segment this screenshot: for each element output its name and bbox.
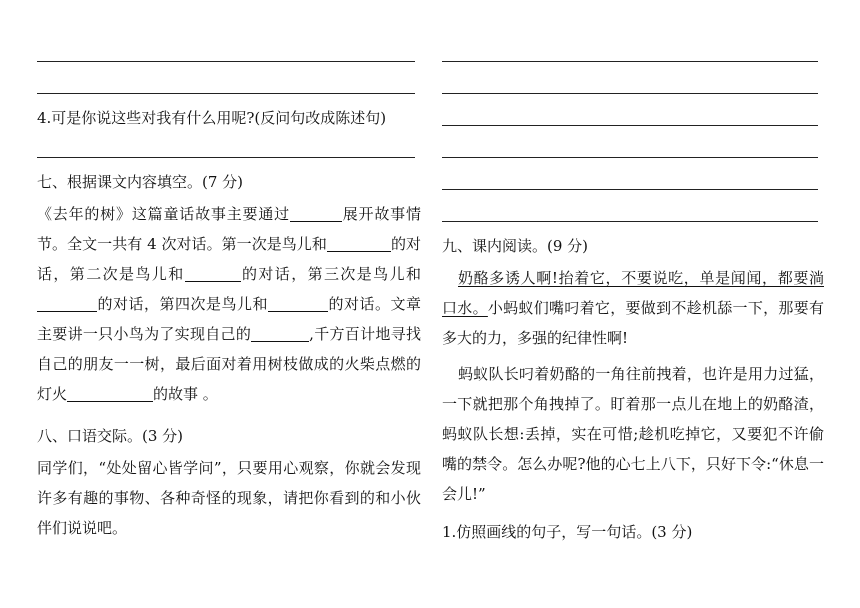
- answer-line[interactable]: [442, 125, 818, 126]
- section-7-title: 七、根据课文内容填空。(7 分): [37, 173, 244, 191]
- answer-line[interactable]: [442, 157, 818, 158]
- section-8-text: 同学们，“处处留心皆学问”，只要用心观察，你就会发现许多有趣的事物、各种奇怪的现象，请把你看到的和小伙伴们说说吧。: [37, 459, 421, 537]
- reading-paragraph-2: 蚂蚁队长叼着奶酪的一角往前拽着，也许是用力过猛，一下就把那个角拽掉了。盯着那一点儿在地上的奶酪渣，蚂蚁队长想:丢掉，实在可惜;趁机吃掉它，又要犯不许偷嘴的禁令。怎么办呢?他的心七上八下，只好下令:“休息一会儿!”: [442, 365, 824, 503]
- underlined-sentence: 奶酪多诱人啊!抬着它，不要说吃，单是闻闻，都要淌口水。: [442, 269, 824, 317]
- answer-line[interactable]: [37, 93, 415, 94]
- section-9-title: 九、课内阅读。(9 分): [442, 237, 589, 255]
- section-8-title: 八、口语交际。(3 分): [37, 427, 184, 445]
- answer-line[interactable]: [37, 61, 415, 62]
- reading-paragraph-1: 奶酪多诱人啊!抬着它，不要说吃，单是闻闻，都要淌口水。小蚂蚁们嘴叼着它，要做到不趁机舔一下，那要有多大的力，多强的纪律性啊!: [442, 269, 824, 347]
- answer-line[interactable]: [442, 189, 818, 190]
- answer-line[interactable]: [442, 221, 818, 222]
- answer-line[interactable]: [442, 61, 818, 62]
- blank-1[interactable]: [290, 204, 342, 222]
- question-1: 1.仿照画线的句子，写一句话。(3 分): [442, 523, 693, 541]
- section-7-text: 《去年的树》这篇童话故事主要通过 展开故事情节。全文一共有 4 次对话。第一次是鸟儿和 的对话，第二次是鸟儿和 的对话，第三次是鸟儿和的对话，第四次是鸟儿和 的对话。文章主要讲一只小鸟为了实现自己的 ,千方百计地寻找自己的朋友一一树，最后面对着用树枝做成的火柴点燃的灯火 的故事 。: [37, 205, 421, 403]
- blank-6[interactable]: [251, 324, 309, 342]
- blank-7[interactable]: [67, 384, 153, 402]
- answer-line[interactable]: [37, 157, 415, 158]
- blank-3[interactable]: [185, 264, 241, 282]
- blank-5[interactable]: [268, 294, 328, 312]
- blank-4[interactable]: [37, 294, 97, 312]
- answer-line[interactable]: [442, 93, 818, 94]
- question-4: 4.可是你说这些对我有什么用呢?(反问句改成陈述句): [37, 109, 387, 127]
- blank-2[interactable]: [327, 234, 391, 252]
